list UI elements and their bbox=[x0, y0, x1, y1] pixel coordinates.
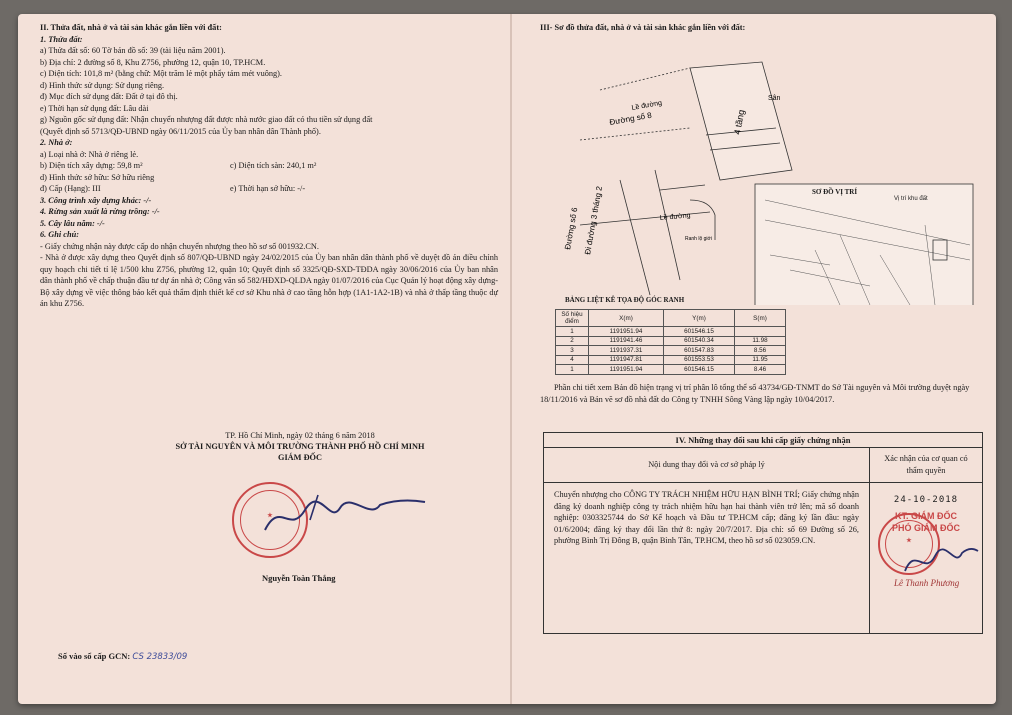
usage-form: d) Hình thức sử dụng: Sử dụng riêng. bbox=[40, 80, 165, 90]
coord-table-title: BẢNG LIỆT KÊ TỌA ĐỘ GÓC RANH bbox=[565, 296, 685, 304]
coord-cell: 1191941.46 bbox=[589, 336, 664, 346]
coord-header-x: X(m) bbox=[589, 310, 664, 327]
label-road-8: Đường số 8 bbox=[608, 110, 653, 127]
stamp-line-1: KT. GIÁM ĐỐC bbox=[895, 511, 957, 521]
label-road-6: Đường số 6 bbox=[563, 206, 580, 251]
section3-title: III- Sơ đồ thửa đất, nhà ở và tài sản khác gắn liền với đất: bbox=[540, 23, 746, 32]
notes-heading: 6. Ghi chú: bbox=[40, 230, 79, 239]
signer2-name: Lê Thanh Phương bbox=[894, 578, 960, 588]
official-seal-left: ★ bbox=[232, 482, 308, 558]
coord-header-point: Số hiệu điểm bbox=[556, 310, 589, 327]
coord-cell: 601546.15 bbox=[664, 327, 735, 337]
coord-row bbox=[556, 346, 786, 356]
coord-cell: 1 bbox=[556, 327, 589, 337]
gcn-register bbox=[58, 651, 187, 662]
confirmation-col bbox=[870, 448, 982, 633]
gcn-value: CS 23833/09 bbox=[132, 652, 188, 662]
note-2: - Nhà ở được xây dựng theo Quyết định số 807/QĐ-UBND ngày 24/02/2015 của Ủy ban nhân dân thành phố về duyệt đồ án điều chỉnh quy hoạch chi tiết tỉ lệ 1/500 khu Z756, phường 12, quận 10; Quyết định số 3325/QĐ-SXD-TĐDA ngày 30/06/2016 của Ủy ban nhân dân thành phố về chấp thuận đầu tư dự án nhà ở; Công văn số 582/HĐXD-QLDA ngày 01/07/2016 của Cục Quản lý hoạt động xây dựng-Bộ xây dựng về việc thông báo kết quả thẩm định thiết kế cơ sở Khu nhà ở cao tầng hỗn hợp (1A1-1A2-1B) và nhà ở thấp tầng thuộc dự án khu Z756. bbox=[40, 253, 498, 308]
location-map bbox=[755, 184, 973, 305]
usage-term: e) Thời hạn sử dụng đất: Lâu dài bbox=[40, 103, 149, 113]
map-note: Phần chi tiết xem Bản đồ hiện trạng vị trí phân lô tổng thể số 43734/GĐ-TNMT do Sở Tài nguyên và Môi trường duyệt ngày 18/11/2016 và Bản vẽ sơ đồ nhà đất do Công ty TNHH Sông Vàng lập ngày 10/04/2017. bbox=[540, 383, 970, 404]
coord-header-y: Y(m) bbox=[664, 310, 735, 327]
coord-cell: 8.46 bbox=[735, 365, 786, 375]
coord-cell: 601546.15 bbox=[664, 365, 735, 375]
coord-table bbox=[555, 309, 786, 375]
forest: 4. Rừng sản xuất là rừng trồng: -/- bbox=[40, 207, 160, 216]
coord-row bbox=[556, 365, 786, 375]
label-ranh: Ranh lộ giới bbox=[685, 236, 712, 242]
ownership-term: e) Thời hạn sở hữu: -/- bbox=[230, 184, 306, 193]
perennial-trees: 5. Cây lâu năm: -/- bbox=[40, 218, 105, 228]
change-content-header: Nội dung thay đổi và cơ sở pháp lý bbox=[544, 448, 869, 483]
house-heading: 2. Nhà ở: bbox=[40, 138, 73, 147]
stamp-date: 24-10-2018 bbox=[893, 495, 959, 505]
coord-cell: 3 bbox=[556, 346, 589, 356]
coord-row bbox=[556, 327, 786, 337]
section2-title: II. Thửa đất, nhà ở và tài sản khác gắn liền với đất: bbox=[40, 23, 222, 32]
coord-header-row bbox=[556, 310, 786, 327]
coord-cell: 1 bbox=[556, 365, 589, 375]
land-origin-ref: (Quyết định số 5713/QĐ-UBND ngày 06/11/2015 của Ủy ban nhân dân Thành phố). bbox=[40, 126, 321, 136]
house-type: a) Loại nhà ở: Nhà ở riêng lẻ. bbox=[40, 149, 139, 159]
stamp-line-2: PHÓ GIÁM ĐỐC bbox=[891, 523, 960, 533]
label-3-thang-2: Đi đường 3 tháng 2 bbox=[583, 185, 605, 256]
signature-block bbox=[150, 430, 450, 463]
left-page bbox=[40, 22, 498, 310]
coord-cell: 601540.34 bbox=[664, 336, 735, 346]
gcn-label: Số vào sổ cấp GCN: bbox=[58, 651, 131, 661]
signature-right bbox=[900, 541, 980, 581]
address: b) Địa chỉ: 2 đường số 8, Khu Z756, phường 12, quận 10, TP.HCM. bbox=[40, 57, 266, 67]
section4-title: IV. Những thay đổi sau khi cấp giấy chứng nhận bbox=[544, 433, 982, 448]
coord-cell: 4 bbox=[556, 355, 589, 365]
built-area: b) Diện tích xây dựng: 59,8 m² bbox=[40, 161, 143, 170]
coord-cell bbox=[735, 327, 786, 337]
label-le-duong-1: Lề đường bbox=[631, 99, 663, 112]
usage-purpose: đ) Mục đích sử dụng đất: Đất ở tại đô thị. bbox=[40, 92, 178, 101]
parcel-number: a) Thửa đất số: 60 Tờ bản đồ số: 39 (tài liệu năm 2001). bbox=[40, 46, 226, 55]
coord-cell: 1191951.94 bbox=[589, 365, 664, 375]
floor-area: c) Diện tích sàn: 240,1 m² bbox=[230, 161, 317, 170]
area: c) Diện tích: 101,8 m² (bằng chữ: Một trăm lẻ một phẩy tám mét vuông). bbox=[40, 69, 283, 78]
house-grade: đ) Cấp (Hạng): III bbox=[40, 184, 101, 193]
signature-left bbox=[260, 490, 430, 540]
parcel-diagram bbox=[540, 50, 980, 305]
coord-header-s: S(m) bbox=[735, 310, 786, 327]
confirmation-header: Xác nhận của cơ quan có thẩm quyền bbox=[870, 448, 982, 483]
official-seal-right: ★ bbox=[878, 513, 940, 575]
location-note: Vị trí khu đất bbox=[894, 196, 928, 202]
coord-row bbox=[556, 336, 786, 346]
fold-line bbox=[510, 14, 512, 704]
signer-name: Nguyễn Toàn Thắng bbox=[262, 573, 336, 583]
label-le-duong-2: Lề đường bbox=[659, 212, 691, 222]
issuing-org: SỞ TÀI NGUYÊN VÀ MÔI TRƯỜNG THÀNH PHỐ HỒ CHÍ MINH bbox=[175, 442, 425, 451]
label-floors: 4 tầng bbox=[732, 108, 747, 136]
land-origin: g) Nguồn gốc sử dụng đất: Nhận chuyển nhượng đất được nhà nước giao đất có thu tiền sử dụng đất bbox=[40, 115, 373, 124]
coord-cell: 11.95 bbox=[735, 355, 786, 365]
coord-cell: 601553.53 bbox=[664, 355, 735, 365]
changes-box bbox=[543, 432, 983, 634]
confirmation-body bbox=[870, 483, 982, 633]
coord-cell: 11.98 bbox=[735, 336, 786, 346]
house-area-row bbox=[40, 160, 498, 172]
right-page-header bbox=[540, 22, 980, 34]
change-content-col bbox=[544, 448, 870, 633]
land-heading: 1. Thửa đất: bbox=[40, 34, 83, 44]
place-date: TP. Hồ Chí Minh, ngày 02 tháng 6 năm 2018 bbox=[225, 431, 375, 440]
ownership-form: d) Hình thức sở hữu: Sở hữu riêng bbox=[40, 172, 155, 182]
change-content-text: Chuyển nhượng cho CÔNG TY TRÁCH NHIỆM HỮU HẠN BÌNH TRÍ; Giấy chứng nhận đăng ký doanh nghiệp công ty trách nhiệm hữu hạn hai thành viên trở lên; mã số doanh nghiệp: 0303325744 do Sở Kế hoạch và Đầu tư TP.HCM cấp; đăng ký lần đầu: ngày 01/6/2004; đăng ký thay đổi lần thứ 8: ngày 20/7/2017. Địa chỉ: số 69 Đường số 26, phường Bình Trị Đông B, quận Bình Tân, TP.HCM, theo hồ sơ số 023059.CN. bbox=[554, 490, 859, 545]
location-map-title: SƠ ĐỒ VỊ TRÍ bbox=[812, 188, 858, 196]
coord-row bbox=[556, 355, 786, 365]
coord-cell: 1191947.81 bbox=[589, 355, 664, 365]
coord-cell: 1191951.94 bbox=[589, 327, 664, 337]
coord-cell: 2 bbox=[556, 336, 589, 346]
coord-cell: 8.56 bbox=[735, 346, 786, 356]
coord-cell: 601547.83 bbox=[664, 346, 735, 356]
note-1: - Giấy chứng nhận này được cấp do nhận chuyển nhượng theo hồ sơ số 001932.CN. bbox=[40, 241, 319, 251]
other-works: 3. Công trình xây dựng khác: -/- bbox=[40, 195, 152, 205]
signer-role: GIÁM ĐỐC bbox=[277, 453, 323, 462]
label-san: Sân bbox=[768, 95, 781, 102]
coord-cell: 1191937.31 bbox=[589, 346, 664, 356]
house-grade-row bbox=[40, 183, 498, 195]
